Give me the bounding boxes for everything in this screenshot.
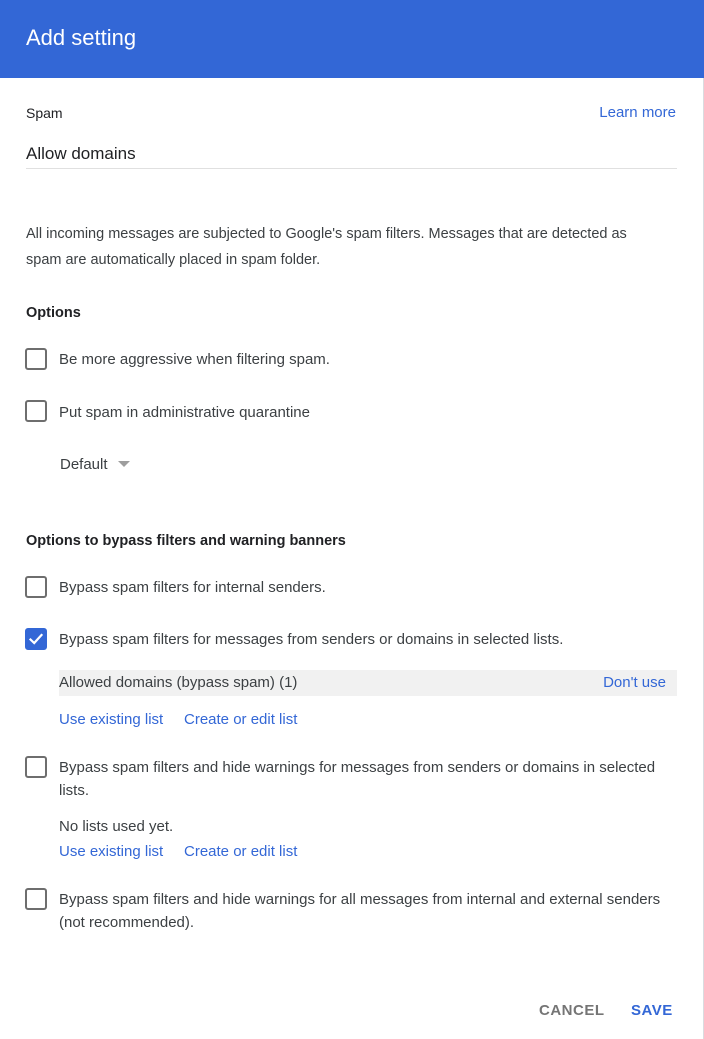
bypass-all-senders-line-2: (not recommended). xyxy=(59,914,195,931)
aggressive-filter-checkbox[interactable] xyxy=(25,348,47,370)
bypass-section-title: Options to bypass filters and warning banners xyxy=(26,533,346,549)
setting-description xyxy=(26,221,686,273)
bypass-hide-warnings-lists-line-2: lists. xyxy=(59,782,89,799)
save-button[interactable]: SAVE xyxy=(631,1002,673,1019)
bypass-selected-lists-label: Bypass spam filters for messages from senders or domains in selected lists. xyxy=(59,631,564,648)
selected-list-row xyxy=(59,670,677,696)
selected-list-name: Allowed domains (bypass spam) (1) xyxy=(59,674,298,691)
description-line-1: All incoming messages are subjected to Google's spam filters. Messages that are detected as xyxy=(26,226,627,242)
caret-down-icon xyxy=(118,461,130,467)
setting-name: Allow domains xyxy=(26,144,136,163)
cancel-button[interactable]: CANCEL xyxy=(539,1002,605,1019)
setting-category: Spam xyxy=(26,105,63,121)
quarantine-select[interactable] xyxy=(60,453,130,475)
create-or-edit-list-link-2[interactable]: Create or edit list xyxy=(184,843,298,860)
quarantine-select-value: Default xyxy=(60,455,108,473)
create-or-edit-list-link[interactable]: Create or edit list xyxy=(184,711,298,728)
bypass-hide-warnings-lists-line-1: Bypass spam filters and hide warnings for messages from senders or domains in selected xyxy=(59,759,656,776)
bypass-internal-label: Bypass spam filters for internal senders. xyxy=(59,579,326,596)
dialog-header xyxy=(0,0,704,78)
aggressive-filter-label: Be more aggressive when filtering spam. xyxy=(59,351,330,368)
quarantine-checkbox[interactable] xyxy=(25,400,47,422)
bypass-hide-warnings-lists-checkbox[interactable] xyxy=(25,756,47,778)
description-line-2: spam are automatically placed in spam folder. xyxy=(26,252,321,268)
dont-use-link[interactable]: Don't use xyxy=(603,674,666,691)
learn-more-link[interactable]: Learn more xyxy=(599,104,676,121)
checkmark-icon xyxy=(28,631,44,647)
options-section-title: Options xyxy=(26,305,81,321)
setting-name-divider xyxy=(26,168,677,169)
bypass-all-senders-line-1: Bypass spam filters and hide warnings for all messages from internal and external senders xyxy=(59,891,661,908)
use-existing-list-link[interactable]: Use existing list xyxy=(59,711,164,728)
bypass-hide-warnings-lists-label xyxy=(59,756,689,802)
bypass-all-senders-label xyxy=(59,888,689,934)
dialog-title: Add setting xyxy=(26,25,137,50)
use-existing-list-link-2[interactable]: Use existing list xyxy=(59,843,164,860)
bypass-all-senders-checkbox[interactable] xyxy=(25,888,47,910)
quarantine-label: Put spam in administrative quarantine xyxy=(59,404,310,421)
no-lists-text: No lists used yet. xyxy=(59,818,174,835)
bypass-internal-checkbox[interactable] xyxy=(25,576,47,598)
bypass-selected-lists-checkbox[interactable] xyxy=(25,628,47,650)
